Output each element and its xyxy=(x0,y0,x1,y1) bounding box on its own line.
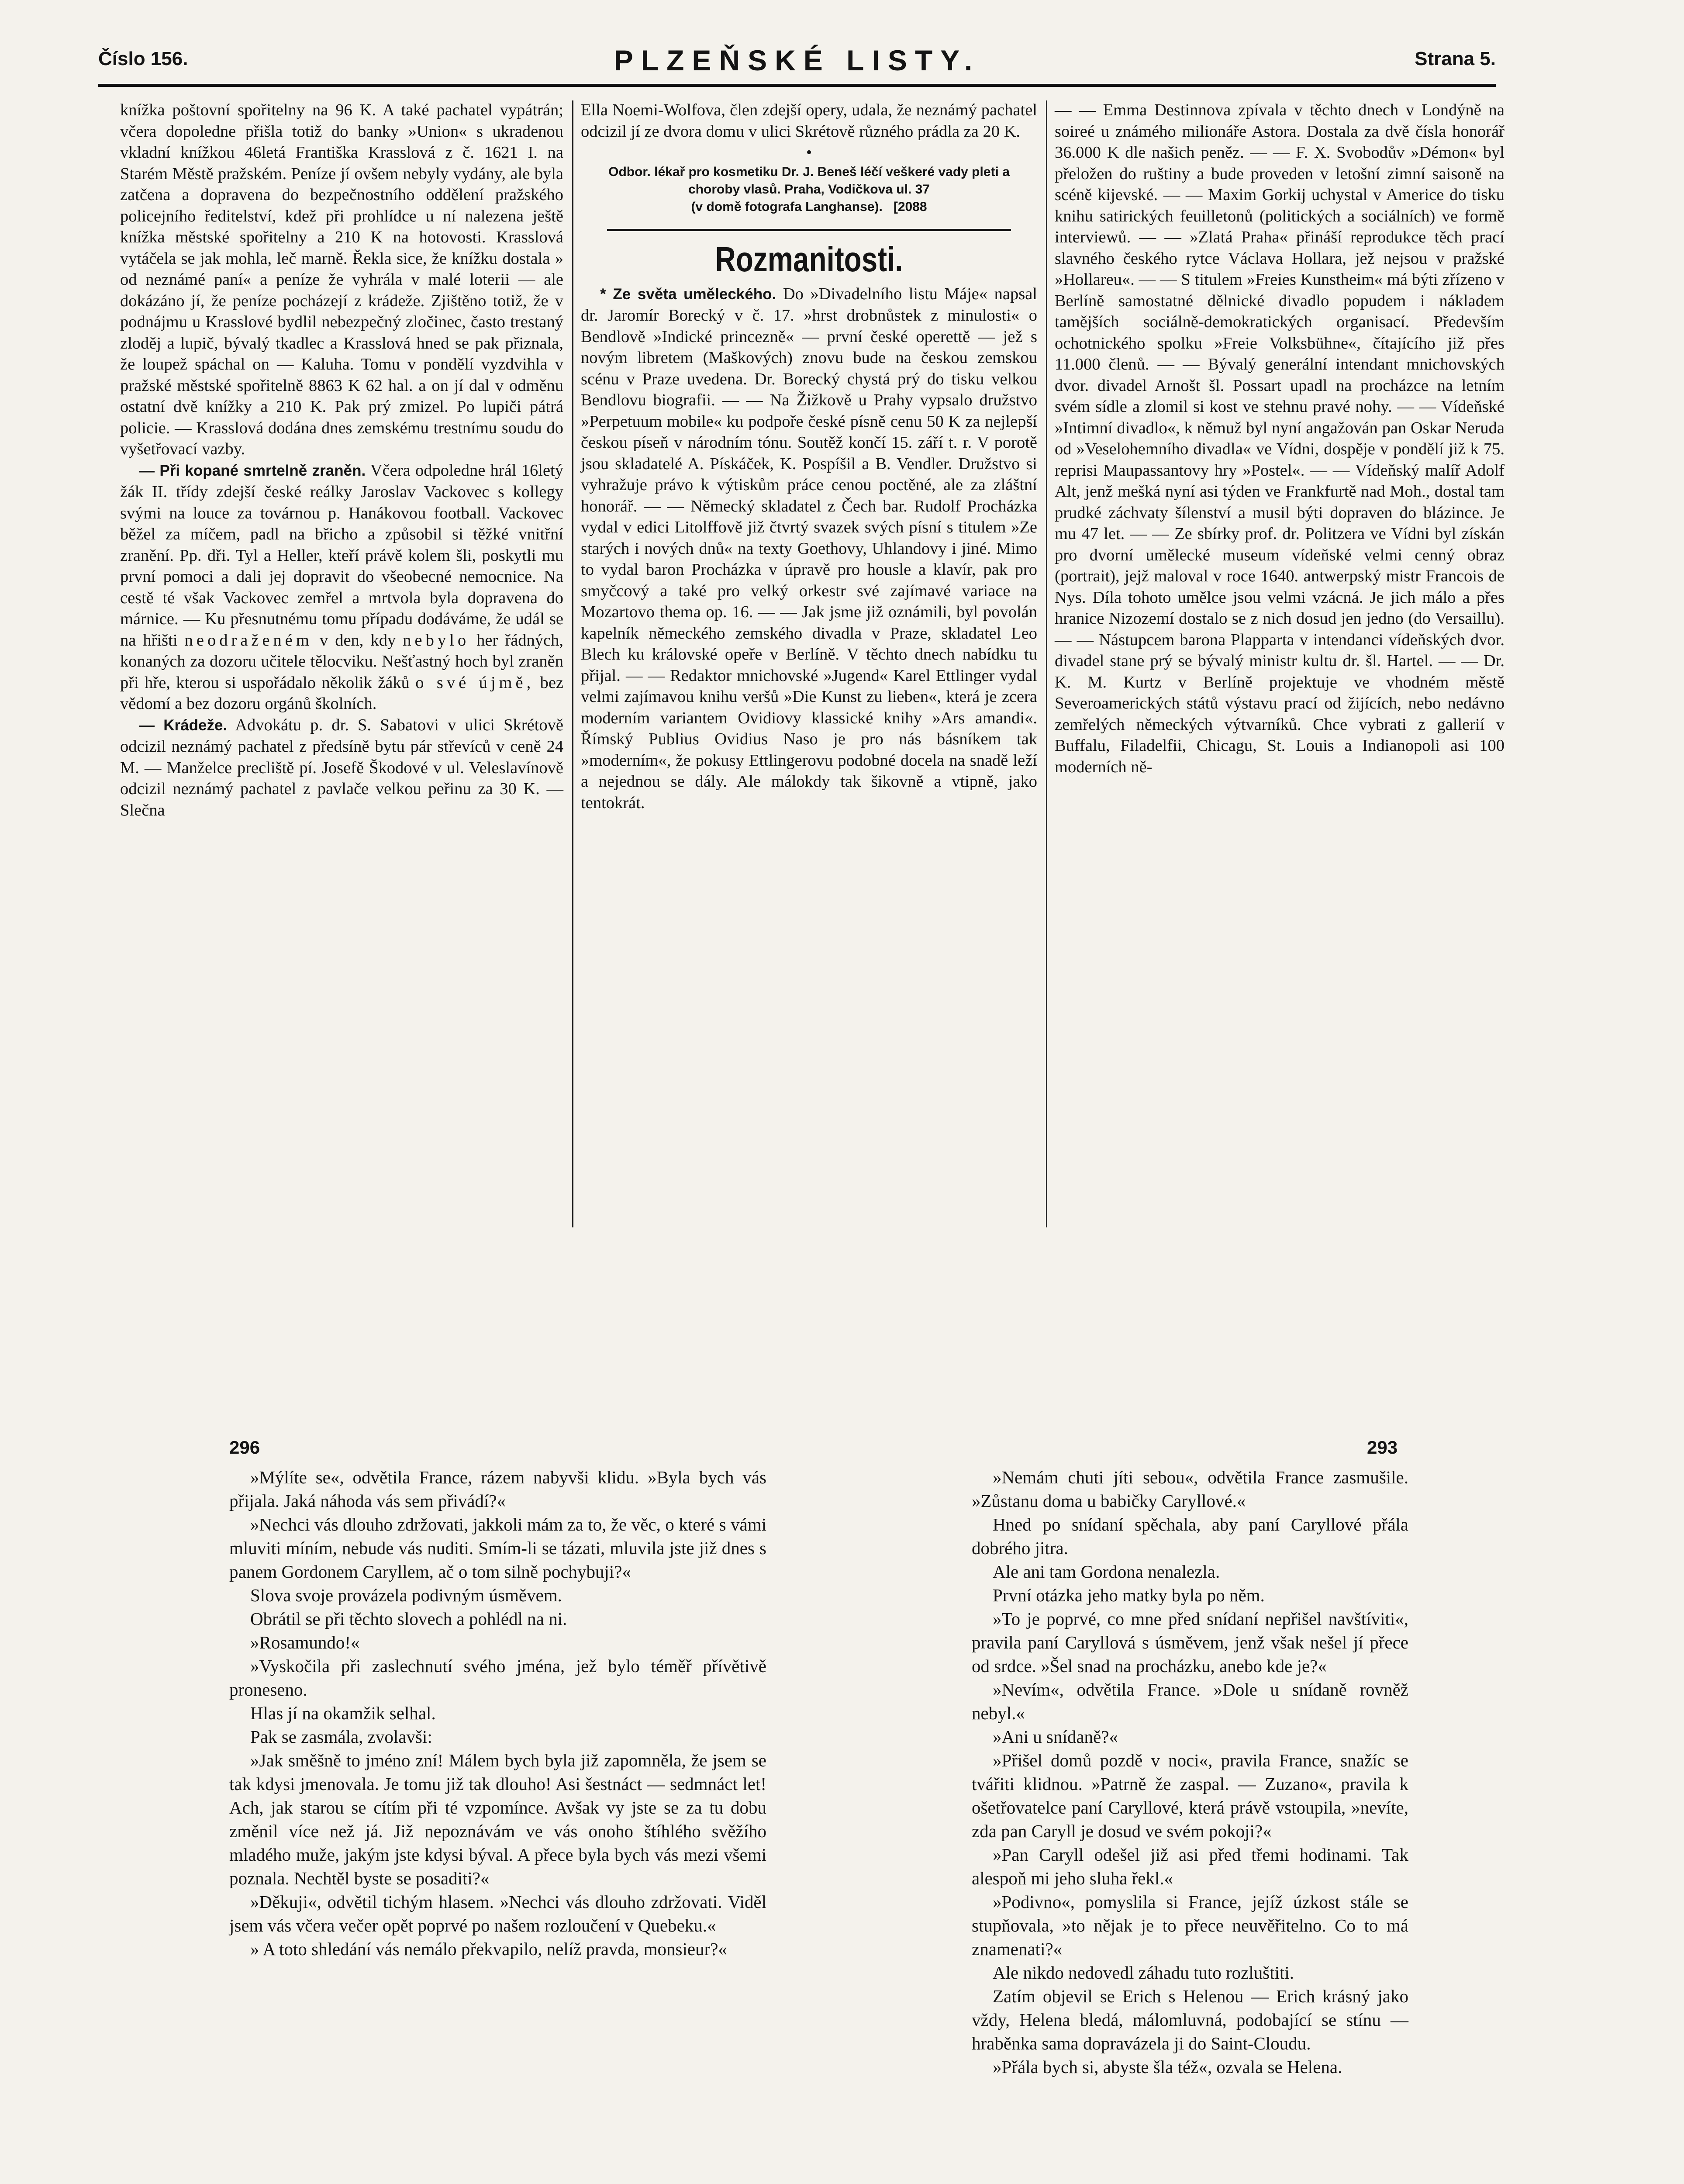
article-umelecky-svet xyxy=(581,283,1037,814)
masthead xyxy=(98,40,1496,79)
article-kopana-text: Včera odpoledne hrál 16letý žák II. třídy zdejší české reálky Jaroslav Vackovec s kollegy svými na louce za továrnou p. Hanákovou football. Vackovec běžel za míčem, padl na břicho a způsobil si těžké vnitřní zranění. Pp. dři. Tyl a Heller, kteří právě kolem šli, poskytli mu první pomoci a dali jej dopravit do všeobecné nemocnice. Na cestě té však Vackovec zemřel a mrtvola byla dopravena do márnice. — Ku přesnutnému tomu případu dodáváme, že udál se na hřišti xyxy=(120,461,563,650)
separator-star: • xyxy=(806,143,812,162)
story-left-para: »Vyskočila při zaslechnutí svého jména, jež bylo téměř přívětivě proneseno. xyxy=(229,1656,766,1700)
story-left-para: »Nechci vás dlouho zdržovati, jakkoli mám za to, že věc, o které s vámi mluviti míním, nebude vás nuditi. Smím-li se tázati, mluvila jste již dnes s panem Gordonem Caryllem, ač o tom silně pochybuji?« xyxy=(229,1514,766,1582)
advertisement-kosmetika xyxy=(581,163,1037,216)
story-right-para: Ale ani tam Gordona nenalezla. xyxy=(993,1562,1220,1582)
story-left-para: »Rosamundo!« xyxy=(250,1632,360,1652)
column-divider-1 xyxy=(572,100,573,1227)
article-kopana-text-2: v den, kdy xyxy=(319,631,396,650)
story-right-para: »Pan Caryll odešel již asi před třemi hodinami. Tak alespoň mi jeho sluha řekl.« xyxy=(972,1845,1408,1888)
column-2 xyxy=(581,100,1037,813)
article-umelecky-text: Do »Divadelního listu Máje« napsal dr. Jaromír Borecký v č. 17. »hrst drobnůstek z minulosti« o Bendlově »Indické princezně« — první české operettě — jež s novým libretem (Maškových) znovu bude na českou zemskou scénu v Praze uvedena. Dr. Borecký chystá prý do tisku velkou Bendlovu biografii. — — Na Žižkově u Prahy vypsalo družstvo »Perpetuum mobile« ku podpoře české písně cenu 50 K za nejlepší českou píseň v národním tónu. Soutěž končí 15. září t. r. V porotě jsou skladatelé A. Pískáček, K. Pospíšil a B. Vendler. Družstvo si vyhražuje právo k výtiskům práce cenou poctěné, ale za zláštní honorář. — — Německý skladatel z Čech bar. Rudolf Procházka vydal v edici Litolffově již čtvrtý svazek svých písní s titulem »Ze starých i nových dnů« na texty Goethovy, Uhlandovy i jiné. Mimo to vydal baron Procházka v úpravě pro housle a klavír, pak pro smyčcový a také pro velký orkestr své zajímavé variace na Mozartovo thema op. 16. — — Jak jsme již oznámili, byl povolán kapelník německého zemského divadla v Praze, skladatel Leo Blech ku královské opeře v Berlíně. V těchto dnech nabídku tu přijal. — — Redaktor mnichovské »Jugend« Karel Ettlinger vydal velmi zajímavou knihu veršů »Die Kunst zu lieben«, která je zcera moderním variantem Ovidiovy klassické knihy »Ars amandi«. Římský Publius Ovidius Naso je pro nás básníkem tak »moderním«, že pokusy Ettlingerovu podobné docela na snadě leží a nejednou se dály. Ale málokdy tak šikovně a vtipně, jako tentokrát. xyxy=(581,284,1038,812)
story-left-para: Obrátil se při těchto slovech a pohlédl na ni. xyxy=(250,1609,567,1629)
story-right-para: »Podivno«, pomyslila si France, jejíž úzkost stále se stupňovala, »to nějak je to přece neuvěřitelno. Co to má znamenati?« xyxy=(972,1892,1408,1959)
story-left-para: »Mýlíte se«, odvětila France, rázem nabyvši klidu. »Byla bych vás přijala. Jaká náhoda vás sem přivádí?« xyxy=(229,1467,766,1511)
article-kopana-spaced-2: nebylo xyxy=(403,631,470,650)
ad-address-text: (v domě fotografa Langhanse). xyxy=(691,199,883,214)
masthead-rule xyxy=(98,84,1496,87)
article-kopana-text-3: her řádných, konaných za dozoru učitele tělocviku. Nešťastný hoch byl zraněn při hře, kterou si uspořádalo několik žáků xyxy=(120,631,563,692)
page-label: Strana 5. xyxy=(1415,48,1496,69)
story-right-para: »Přála bych si, abyste šla též«, ozvala se Helena. xyxy=(993,2057,1342,2077)
article-knizka-text: knížka poštovní spořitelny na 96 K. A také pachatel vypátrán; včera dopoledne přišla totiž do banky »Union« s ukradenou vkladní knížkou 46letá Františka Krasslová z č. 1621 I. na Starém Městě pražském. Peníze jí ovšem nebyly vydány, ale byla zatčena a dopravena do bezpečnostního oddělení pražského policejního ředitelství, kdež při prohlídce u ní nalezena ještě knížka městské spořitelny a 210 K na hotovosti. Krasslová vytáčela se jak mohla, leč marně. Řekla sice, že knížku dostala » od neznámé paní« a peníze že vyhrála v malé loterii — ale dokázáno jí, že peníze pocházejí z krádeže. Zjištěno totiž, že v podnájmu u Krasslové bydlil nebezpečný zločinec, často trestaný zloděj a lupič, bývalý tkadlec a Krasslová hned se pak přiznala, že loupež spáchal on — Kaluha. Tomu v pondělí vyzdvihla v pražské městské spořitelně 8863 K 62 hal. a on jí dal v odměnu ostatní dvě knížky a 210 K. Pak prý zmizel. Po lupiči pátrá policie. — Krasslová dodána dnes zemskému trestnímu soudu do vyšetřovací vazby. xyxy=(120,101,563,458)
issue-number: Číslo 156. xyxy=(98,48,188,69)
article-kopana-heading: — Při kopané smrtelně zraněn. xyxy=(139,462,366,479)
story-right-para: »Ani u snídaně?« xyxy=(993,1727,1118,1747)
ad-code: 2088 xyxy=(897,199,927,214)
article-kradeze-text: Advokátu p. dr. S. Sabatovi v ulici Skrétově odcizil neznámý pachatel z předsíně bytu pár střevíců v ceně 24 M. — Manželce precliště pí. Josefě Škodové v ul. Veleslavínově odcizil neznámý pachatel z pavlače velkou peřinu za 30 K. — Slečna xyxy=(120,715,563,819)
column-1 xyxy=(120,100,563,821)
ad-address: (v domě fotografa Langhanse). [2088 xyxy=(691,199,927,214)
story-right-para: Hned po snídaní spěchala, aby paní Caryllové přála dobrého jitra. xyxy=(972,1514,1408,1558)
article-kopana-spaced-1: neodraženém xyxy=(184,631,313,650)
article-kopana xyxy=(120,460,563,715)
story-right-para: Zatím objevil se Erich s Helenou — Erich krásný jako vždy, Helena bledá, málomluvná, podobající se stínu — hraběnka sama dopravázela ji do Saint-Cloudu. xyxy=(972,1986,1408,2053)
newspaper-title: PLZEŇSKÉ LISTY. xyxy=(614,44,980,76)
story-left-para: »Jak směšně to jméno zní! Málem bych byla již zapomněla, že jsem se tak kdysi jmenovala. Je tomu již tak dlouho! Asi šestnáct — sedmnáct let! Ach, jak starou se cítím při té vzpomínce. Avšak vy jste se za tu dobu změnil více než já. Již nepoznávám ve vás onoho štíhlého svěžího mladého muže, jakým jste kdysi býval. A přece byla bych vás mezi všemi poznala. Nechtěl byste se posaditi?« xyxy=(229,1750,766,1888)
story-left-column xyxy=(229,1465,766,1961)
story-right-para: »Přišel domů pozdě v noci«, pravila France, snažíc se tvářiti klidnou. »Patrně že zaspal. — Zuzano«, pravila k ošetřovatelce paní Caryllové, která právě vstoupila, »nevíte, zda pan Caryll je dosud ve svém pokoji?« xyxy=(972,1750,1408,1841)
story-left-para: Hlas jí na okamžik selhal. xyxy=(250,1703,436,1723)
story-left-para: »Děkuji«, odvětil tichým hlasem. »Nechci vás dlouho zdržovati. Viděl jsem vás včera večer opět poprvé po našem rozloučení v Quebeku.« xyxy=(229,1892,766,1935)
article-kradeze xyxy=(120,715,563,821)
story-left-para: » A toto shledání vás nemálo překvapilo, nelíž pravda, monsieur?« xyxy=(250,1939,727,1959)
story-right-column xyxy=(972,1465,1408,2079)
article-kradeze-heading: — Krádeže. xyxy=(139,716,228,734)
story-left-para: Pak se zasmála, zvolavši: xyxy=(250,1727,432,1747)
section-rule xyxy=(607,229,1011,231)
ad-text: Odbor. lékař pro kosmetiku Dr. J. Beneš léčí veškeré vady pleti a choroby vlasů. Praha, Vodičkova ul. 37 xyxy=(608,164,1010,197)
story-left-page-number: 296 xyxy=(229,1437,260,1458)
article-ella-text: Ella Noemi-Wolfova, člen zdejší opery, udala, že neznámý pachatel odcizil jí ze dvora domu v ulici Skrétově různého prádla za 20 K. xyxy=(581,101,1037,141)
article-destinnova-text: — — Emma Destinnova zpívala v těchto dnech v Londýně na soireé u známého milionáře Astora. Dostala za dvě čísla honorář 36.000 K dle našich peněz. — — F. X. Svobodův »Démon« byl přeložen do ruštiny a bude proveden v letošní zimní saisoně na scéně kijevské. — — Maxim Gorkij uchystal v Americe do tisku knihu satirických feuilletonů (politických a sociálních) ve formě interviewů. — — »Zlatá Praha« přináší reprodukce těch prací slavného českého rytce Václava Hollara, jež nejsou v pražské »Hollareu«. — — S titulem »Freies Kunstheim« má býti zřízeno v Berlíně samostatné dělnické divadlo popudem i nákladem tamějších sociálně-demokratických organisací. Především ochotnického spolku »Freie Volksbühne«, čítajícího již přes 11.000 členů. — — Bývalý generální intendant mnichovských dvor. divadel Arnošt šl. Possart upadl na procházce na letním svém sídle a zlomil si kost ve stehnu pravé nohy. — — Vídeňské »Intimní divadlo«, k němuž byl nyní angažován pan Oskar Neruda od »Veselohemního divadla« ve Vídni, dospěje v pondělí již k 75. reprisi Maupassantovy hry »Postel«. — — Vídeňský malíř Adolf Alt, jenž mešká nyní asi týden ve Frankfurtě nad Moh., dostal tam prudké záchvaty šílenství a musil býti dopraven do blázince. Je mu 47 let. — — Ze sbírky prof. dr. Politzera ve Vídni byl získán pro dvorní umělecké museum vídeňské velmi cenný obraz (portrait), jejž maloval v roce 1640. antwerpský mistr Francois de Nys. Díla tohoto umělce jsou velmi vzácná. Je jich málo a přes hranice Nizozemí dostalo se z nich dosud jen jedno (do Versaillu). — — Nástupcem barona Plapparta v intendanci vídeňských dvor. divadel stane prý se bývalý ministr kultu dr. šl. Hartel. — — Dr. K. M. Kurtz v Berlíně projektuje ve vhodném městě Severoamerických států výstavu prací od žijících, nebo nedávno zemřelých německých výtvarníků. Chce vybrati z gallerií v Buffalu, Filadelfii, Chicagu, St. Louis a Indianopoli asi 100 moderních ně- xyxy=(1055,101,1505,776)
article-kopana-text-4: bez vědomí a bez dozoru orgánů školních. xyxy=(120,673,564,713)
article-kopana-spaced-3: o své újmě, xyxy=(415,673,535,692)
column-3 xyxy=(1055,100,1505,778)
story-right-para: »Nemám chuti jíti sebou«, odvětila France zasmušile. »Zůstanu doma u babičky Caryllové.« xyxy=(972,1467,1408,1511)
story-right-page-number: 293 xyxy=(1367,1437,1398,1458)
story-right-para: První otázka jeho matky byla po něm. xyxy=(993,1585,1265,1605)
section-heading-rozmanitosti: Rozmanitosti. xyxy=(715,239,903,279)
column-divider-2 xyxy=(1046,100,1047,1227)
story-left-para: Slova svoje provázela podivným úsměvem. xyxy=(250,1585,562,1605)
story-right-para: Ale nikdo nedovedl záhadu tuto rozluštiti. xyxy=(993,1963,1294,1983)
story-right-para: »Nevím«, odvětila France. »Dole u snídaně rovněž nebyl.« xyxy=(972,1679,1408,1723)
article-umelecky-heading: * Ze světa uměleckého. xyxy=(600,285,776,303)
story-right-para: »To je poprvé, co mne před snídaní nepřišel navštíviti«, pravila paní Caryllová s úsměvem, jenž však nešel jí přece od srdce. »Šel snad na procházku, anebo kde je?« xyxy=(972,1609,1408,1676)
